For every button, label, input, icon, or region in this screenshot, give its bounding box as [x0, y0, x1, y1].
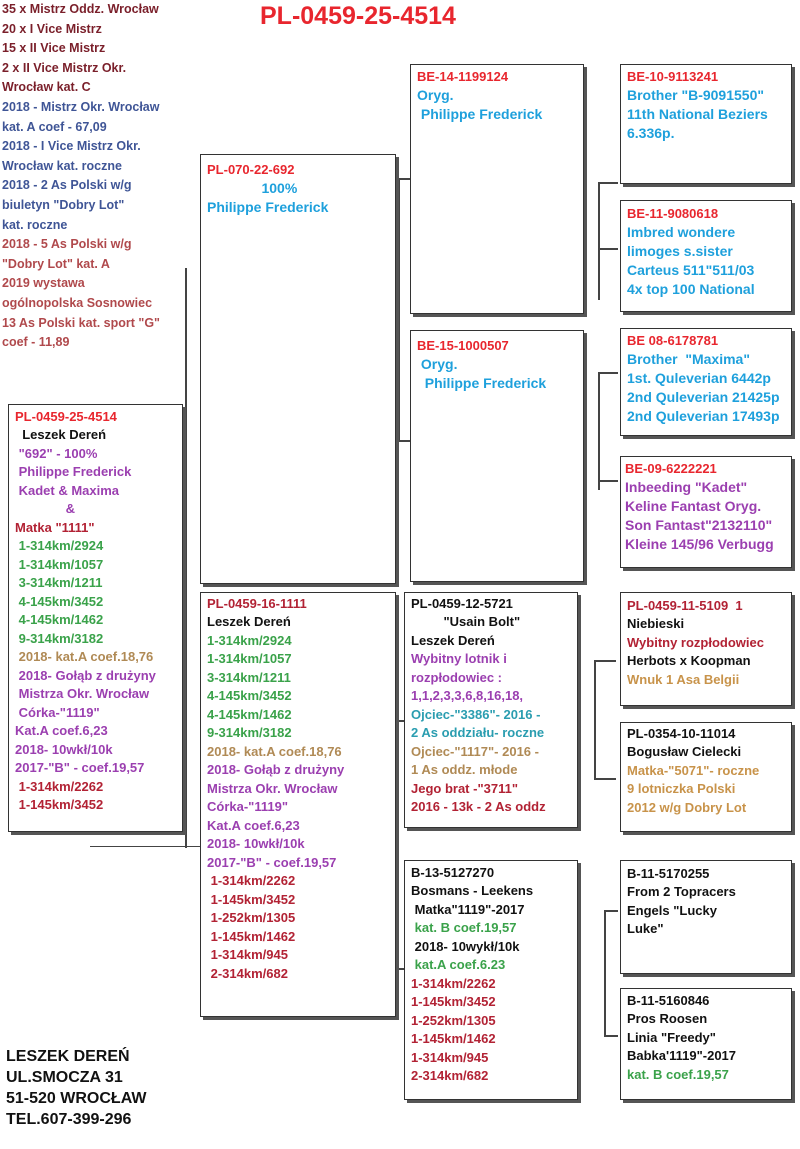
pedigree-text-line: Son Fantast"2132110" — [625, 517, 773, 533]
ring-number: BE-10-9113241 — [627, 69, 719, 84]
pedigree-text-line: 1 As oddz. młode — [411, 762, 518, 777]
pedigree-text-line: 1-314km/1057 — [15, 556, 104, 572]
pedigree-text-line: 1-314km/2262 — [411, 975, 496, 991]
pedigree-text-line: "692" - 100% — [15, 445, 98, 461]
dam-sire-box — [404, 592, 578, 828]
pedigree-text-line: 2nd Quleverian 17493p — [627, 408, 780, 424]
pedigree-text-line: From 2 Topracers — [627, 884, 736, 899]
sire-dam-box — [410, 330, 584, 582]
sire-sire-sire-box — [620, 64, 792, 184]
pedigree-text-line: Niebieski — [627, 616, 685, 631]
dam-box — [200, 592, 396, 1017]
pedigree-text-line: 1-252km/1305 — [411, 1012, 496, 1028]
dam-dam-sire-box — [620, 860, 792, 974]
pedigree-text-line: 4x top 100 National — [627, 281, 755, 297]
connector — [185, 268, 187, 848]
achievement-line: "Dobry Lot" kat. A — [2, 256, 110, 271]
pedigree-text-line: 2017-"B" - coef.19,57 — [207, 854, 337, 870]
pedigree-text-line: Oryg. — [417, 87, 454, 103]
pedigree-text-line: 9 lotniczka Polski — [627, 781, 736, 796]
pedigree-text-line: Pros Roosen — [627, 1011, 708, 1026]
pedigree-text-line: 1-314km/2924 — [15, 538, 104, 553]
sire-sire-box — [410, 64, 584, 314]
achievement-line: Wrocław kat. C — [2, 80, 91, 95]
pedigree-text-line: 1-145km/1462 — [207, 928, 296, 944]
pedigree-text-line: Philippe Frederick — [207, 199, 329, 215]
achievement-line: biuletyn "Dobry Lot" — [2, 197, 125, 212]
pedigree-text-line: Matka"1119"-2017 — [411, 901, 525, 917]
pedigree-text-line: 2018- kat.A coef.18,76 — [15, 649, 154, 664]
pedigree-text-line: Keline Fantast Oryg. — [625, 498, 762, 514]
ring-number: BE-14-1199124 — [417, 69, 509, 84]
pedigree-text-line: 2018- 10wkł/10k — [207, 836, 305, 851]
pedigree-text-line: Oryg. — [417, 356, 458, 372]
connector — [598, 182, 618, 184]
achievement-line: 2018 - 2 As Polski w/g — [2, 178, 132, 193]
pedigree-text-line: 2018- kat.A coef.18,76 — [207, 743, 342, 759]
ring-number: PL-0459-11-5109 1 — [627, 598, 743, 613]
pedigree-text-line: 2018- Gołąb z drużyny — [207, 762, 345, 777]
pedigree-text-line: 1-314km/945 — [207, 947, 288, 962]
ring-number: BE 08-6178781 — [627, 333, 719, 348]
pedigree-text-line: 3-314km/1211 — [15, 575, 103, 590]
pedigree-text-line: Inbeeding "Kadet" — [625, 479, 748, 495]
pedigree-text-line: kat.A coef.6.23 — [411, 957, 506, 972]
pedigree-text-line: 1-314km/945 — [411, 1049, 489, 1065]
pedigree-text-line: Babka'1119"-2017 — [627, 1048, 737, 1063]
connector — [604, 1035, 618, 1037]
pedigree-text-line: kat. B coef.19,57 — [627, 1066, 729, 1082]
achievement-line: 2018 - 5 As Polski w/g — [2, 237, 132, 252]
pedigree-text-line: 2012 w/g Dobry Lot — [627, 799, 747, 815]
achievement-line: ogólnopolska Sosnowiec — [2, 295, 153, 310]
pedigree-text-line: Philippe Frederick — [417, 106, 543, 122]
achievement-line: 2019 wystawa — [2, 276, 85, 291]
pedigree-text-line: limoges s.sister — [627, 243, 733, 259]
pedigree-text-line: 2-314km/682 — [207, 965, 288, 981]
ring-number: PL-070-22-692 — [207, 162, 295, 177]
achievement-line: coef - 11,89 — [2, 335, 70, 350]
pedigree-text-line: 1st. Quleverian 6442p — [627, 370, 771, 386]
pedigree-text-line: Mistrza Okr. Wrocław — [15, 686, 150, 701]
pedigree-text-line: 4-145km/3452 — [207, 688, 292, 703]
achievement-line: 2 x II Vice Mistrz Okr. — [2, 60, 127, 75]
pedigree-text-line: Córka-"1119" — [207, 799, 288, 814]
pedigree-text-line: Philippe Frederick — [417, 375, 547, 391]
connector — [90, 846, 200, 847]
subject-box — [8, 404, 183, 832]
pedigree-text-line: 4-145km/1462 — [15, 612, 104, 627]
pedigree-text-line: 4-145km/1462 — [207, 706, 292, 722]
ring-number: BE-09-6222221 — [625, 461, 717, 476]
pedigree-text-line: Leszek Dereń — [15, 427, 107, 442]
pedigree-text-line: Bosmans - Leekens — [411, 883, 534, 898]
connector — [598, 248, 618, 250]
pedigree-text-line: 2 As oddziału- roczne — [411, 725, 545, 740]
pedigree-text-line: 1-314km/2924 — [207, 632, 292, 648]
pedigree-text-line: 4-145km/3452 — [15, 593, 104, 609]
pedigree-text-line: 2017-"B" - coef.19,57 — [15, 760, 145, 775]
achievement-line: Wrocław kat. roczne — [2, 158, 122, 173]
connector — [598, 182, 600, 300]
pedigree-text-line: Wybitny lotnik i — [411, 651, 507, 666]
pedigree-text-line: Luke" — [627, 921, 664, 936]
dam-sire-dam-box — [620, 722, 792, 832]
pedigree-text-line: 1-145km/3452 — [207, 891, 296, 907]
pedigree-text-line: 1,1,2,3,3,6,8,16,18, — [411, 688, 524, 703]
pedigree-text-line: "Usain Bolt" — [411, 614, 521, 629]
pedigree-text-line: kat. B coef.19,57 — [411, 920, 517, 935]
achievement-line: 13 As Polski kat. sport "G" — [2, 315, 160, 330]
address-line: TEL.607-399-296 — [6, 1111, 132, 1128]
ring-number: BE-15-1000507 — [417, 338, 509, 353]
achievement-line: 2018 - Mistrz Okr. Wrocław — [2, 99, 160, 114]
pedigree-text-line: 1-145km/3452 — [15, 797, 104, 812]
pedigree-text-line: Matka "1111" — [15, 519, 95, 535]
pedigree-text-line: Mistrza Okr. Wrocław — [207, 780, 338, 796]
pedigree-text-line: 100% — [207, 180, 298, 196]
achievements-list — [2, 0, 160, 353]
pedigree-text-line: Bogusław Cielecki — [627, 744, 742, 759]
pedigree-text-line: Matka-"5071"- roczne — [627, 762, 760, 778]
pedigree-title: PL-0459-25-4514 — [260, 2, 456, 30]
connector — [594, 778, 616, 780]
pedigree-text-line: Linia "Freedy" — [627, 1029, 716, 1045]
connector — [604, 910, 618, 912]
achievement-line: kat. A coef - 67,09 — [2, 119, 107, 134]
pedigree-text-line: Wybitny rozpłodowiec — [627, 634, 764, 650]
achievement-line: 35 x Mistrz Oddz. Wrocław — [2, 2, 159, 16]
pedigree-text-line: 1-145km/3452 — [411, 994, 496, 1009]
pedigree-text-line: Brother "Maxima" — [627, 351, 750, 367]
connector — [604, 910, 606, 1035]
ring-number: B-11-5170255 — [627, 866, 710, 881]
pedigree-text-line: 2016 - 13k - 2 As oddz — [411, 799, 546, 814]
pedigree-text-line: Herbots x Koopman — [627, 653, 751, 668]
pedigree-text-line: 1-145km/1462 — [411, 1031, 496, 1046]
sire-dam-sire-box — [620, 328, 792, 436]
connector — [594, 660, 596, 780]
ring-number: BE-11-9080618 — [627, 206, 719, 221]
achievement-line: 20 x I Vice Mistrz — [2, 21, 102, 36]
achievement-line: 2018 - I Vice Mistrz Okr. — [2, 139, 141, 154]
pedigree-text-line: Philippe Frederick — [15, 464, 132, 479]
pedigree-text-line: Córka-"1119" — [15, 704, 100, 720]
connector — [598, 372, 618, 374]
pedigree-text-line: Carteus 511"511/03 — [627, 262, 755, 278]
pedigree-text-line: rozpłodowiec : — [411, 669, 502, 685]
dam-sire-sire-box — [620, 592, 792, 706]
pedigree-text-line: 2-314km/682 — [411, 1068, 489, 1083]
achievement-line: kat. roczne — [2, 217, 68, 232]
pedigree-text-line: Brother "B-9091550" — [627, 87, 764, 103]
pedigree-text-line: Kleine 145/96 Verbugg — [625, 536, 774, 552]
ring-number: PL-0459-16-1111 — [207, 596, 307, 611]
address-line: UL.SMOCZA 31 — [6, 1069, 123, 1086]
pedigree-text-line: Kat.A coef.6,23 — [207, 817, 300, 833]
sire-box — [200, 154, 396, 584]
pedigree-text-line: 1-252km/1305 — [207, 910, 296, 925]
pedigree-text-line: 1-314km/2262 — [15, 778, 104, 794]
pedigree-text-line: 2018- Gołąb z drużyny — [15, 667, 156, 683]
pedigree-text-line: & — [15, 501, 75, 516]
connector — [598, 372, 600, 490]
pedigree-text-line: Leszek Dereń — [207, 614, 291, 629]
pedigree-text-line: 2018- 10wkł/10k — [15, 741, 113, 757]
sire-sire-dam-box — [620, 200, 792, 312]
achievement-line: 15 x II Vice Mistrz — [2, 41, 106, 56]
pedigree-text-line: 9-314km/3182 — [207, 725, 292, 740]
address-line: LESZEK DEREŃ — [6, 1048, 130, 1065]
ring-number: PL-0459-25-4514 — [15, 409, 117, 424]
pedigree-text-line: 1-314km/1057 — [207, 651, 292, 666]
pedigree-text-line: 2018- 10wykł/10k — [411, 938, 520, 954]
pedigree-text-line: 11th National Beziers — [627, 106, 768, 122]
dam-dam-box — [404, 860, 578, 1100]
ring-number: B-11-5160846 — [627, 993, 710, 1008]
pedigree-text-line: Engels "Lucky — [627, 902, 717, 918]
connector — [598, 480, 618, 482]
pedigree-text-line: Imbred wondere — [627, 224, 736, 240]
ring-number: PL-0354-10-11014 — [627, 726, 736, 741]
pedigree-text-line: Jego brat -"3711" — [411, 780, 518, 796]
pedigree-text-line: Leszek Dereń — [411, 632, 495, 648]
pedigree-text-line: Kadet & Maxima — [15, 482, 120, 498]
pedigree-text-line: 3-314km/1211 — [207, 669, 291, 685]
ring-number: B-13-5127270 — [411, 865, 495, 880]
pedigree-text-line: 2nd Quleverian 21425p — [627, 389, 780, 405]
pedigree-text-line: Wnuk 1 Asa Belgii — [627, 671, 740, 687]
pedigree-text-line: Ojciec-"3386"- 2016 - — [411, 706, 541, 722]
pedigree-text-line: 6.336p. — [627, 125, 675, 141]
ring-number: PL-0459-12-5721 — [411, 596, 513, 611]
connector — [594, 660, 616, 662]
pedigree-text-line: Kat.A coef.6,23 — [15, 723, 108, 738]
pedigree-text-line: 1-314km/2262 — [207, 873, 296, 888]
breeder-address — [6, 1046, 146, 1130]
sire-dam-dam-box — [620, 456, 792, 568]
pedigree-text-line: Ojciec-"1117"- 2016 - — [411, 743, 539, 759]
address-line: 51-520 WROCŁAW — [6, 1090, 147, 1107]
pedigree-text-line: 9-314km/3182 — [15, 630, 104, 646]
dam-dam-dam-box — [620, 988, 792, 1100]
